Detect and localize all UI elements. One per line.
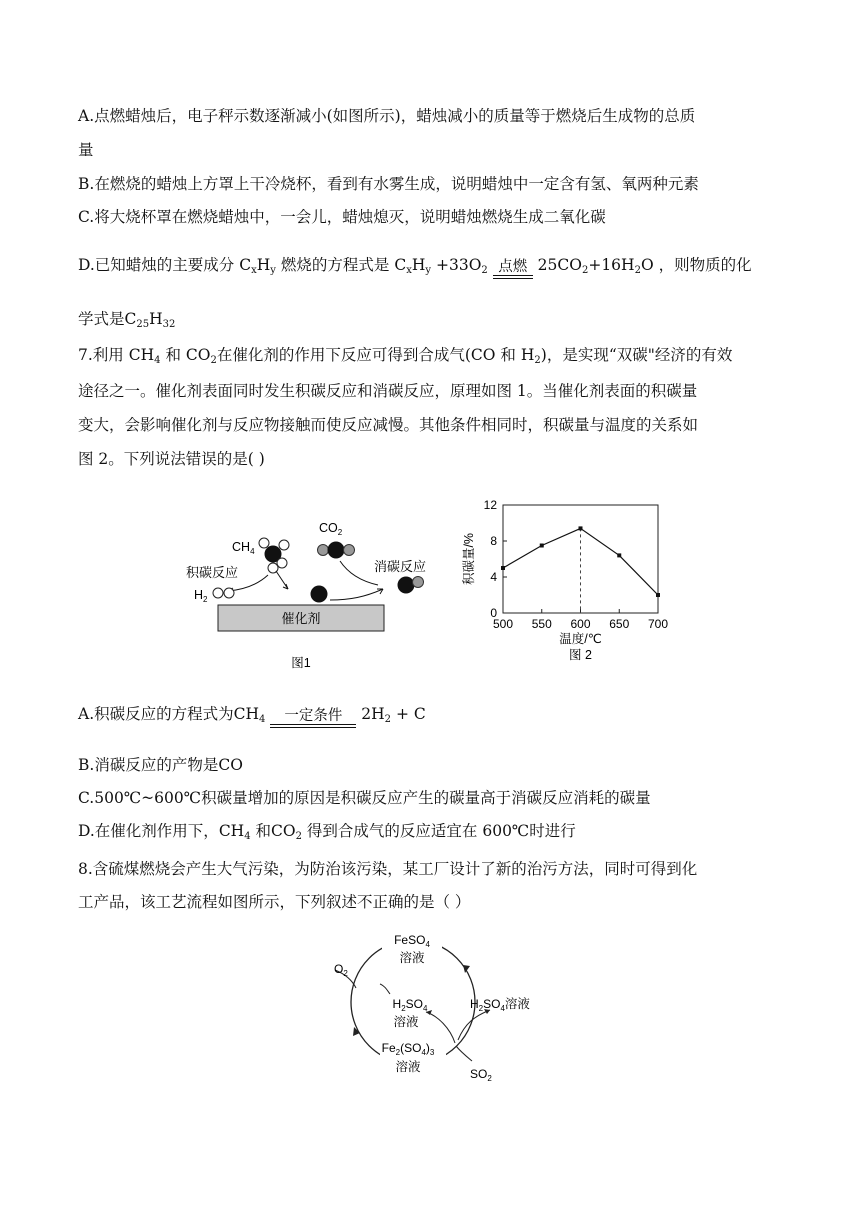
fe2so43-label: $Fe_2(SO_4)_3$ bbox=[381, 1041, 435, 1057]
q6-option-a-line1: A.点燃蜡烛后，电子秤示数逐渐减小(如图所示)，蜡烛减小的质量等于燃烧后生成物的总质 bbox=[78, 107, 696, 125]
q6-option-a-line2: 量 bbox=[78, 141, 94, 159]
feso4-label: FeSO$_4$ bbox=[394, 933, 430, 949]
formula-cxhy: $C_xH_y$ bbox=[239, 256, 276, 276]
carbon-atom-icon bbox=[311, 586, 328, 603]
figure-3-process-cycle bbox=[320, 928, 560, 1088]
carbon-elimination-label: 消碳反应 bbox=[374, 559, 427, 574]
fe2so43-solution-label: 溶液 bbox=[395, 1060, 421, 1074]
h2so4-mid-label: $H_2SO_4$ bbox=[392, 997, 428, 1013]
co-molecule-icon bbox=[398, 577, 424, 594]
carbon-deposition-label: 积碳反应 bbox=[186, 565, 239, 580]
x-tick-label: 550 bbox=[531, 617, 552, 631]
q7-option-b: B.消碳反应的产物是CO bbox=[78, 756, 243, 774]
ch4-molecule-icon bbox=[259, 538, 289, 573]
q6-option-b: B.在燃烧的蜡烛上方罩上干冷烧杯，看到有水雾生成，说明蜡烛中一定含有氢、氧两种元素 bbox=[78, 175, 699, 193]
q7-option-a: A.积碳反应的方程式为$CH_4$ 一定条件 $2H_2 + C$ bbox=[78, 703, 426, 731]
q7-stem-line1: 7.利用 $CH_4$ 和 $CO_2$在催化剂的作用下反应可得到合成气(CO 和 $H_2$)，是实现“双碳"经济的有效 bbox=[78, 346, 733, 366]
q8-stem-line2: 工产品，该工艺流程如图所示，下列叙述不正确的是（ ） bbox=[78, 893, 471, 911]
figure-1-caption: 图1 bbox=[291, 656, 311, 670]
q8-stem-line1: 8.含硫煤燃烧会产生大气污染，为防治该污染，某工厂设计了新的治污方法，同时可得到化 bbox=[78, 860, 698, 878]
so2-inlet-arrow bbox=[456, 1046, 472, 1061]
q7-option-c: C.500℃~600℃积碳量增加的原因是积碳反应产生的碳量高于消碳反应消耗的碳量 bbox=[78, 789, 651, 807]
feso4-solution-label: 溶液 bbox=[399, 951, 425, 965]
arrow-co2-down bbox=[340, 561, 378, 585]
q7-stem-line4: 图 2。下列说法错误的是( ) bbox=[78, 450, 265, 468]
data-point bbox=[501, 566, 505, 570]
q7-stem-line2: 途径之一。催化剂表面同时发生积碳反应和消碳反应，原理如图 1。当催化剂表面的积碳量 bbox=[78, 382, 698, 400]
y-tick-label: 4 bbox=[490, 570, 497, 584]
catalyst-label: 催化剂 bbox=[281, 611, 321, 626]
arrow-h2so4-to-loop bbox=[380, 984, 390, 994]
arrow-to-co bbox=[330, 589, 383, 600]
data-point bbox=[579, 526, 583, 530]
y-axis-label: 积碳量/% bbox=[462, 532, 476, 586]
q6-option-d-line2: 学式是$C_{25}H_{32}$ bbox=[78, 310, 176, 330]
formula-cxhy-2: $C_xH_y$ bbox=[394, 256, 432, 276]
x-tick-label: 650 bbox=[609, 617, 630, 631]
data-point bbox=[656, 593, 660, 597]
q7-stem-line3: 变大，会影响催化剂与反应物接触而使反应减慢。其他条件相同时，积碳量与温度的关系如 bbox=[78, 416, 699, 434]
figure-2-chart bbox=[455, 495, 695, 670]
h2so4-out-label: $H_2SO_4$溶液 bbox=[470, 997, 530, 1013]
arrow-ch4-down bbox=[276, 571, 288, 589]
q6-option-d-line1: D.已知蜡烛的主要成分 $C_xH_y$ 燃烧的方程式是 $C_xH_y +33O_2$ 点燃 $25CO_2+16H_2O$ ，则物质的化 bbox=[78, 254, 752, 282]
y-tick-label: 8 bbox=[490, 534, 497, 548]
figure-1-catalyst-diagram bbox=[180, 515, 430, 675]
reaction-condition-certain: 一定条件 bbox=[270, 709, 356, 728]
figure-2-caption: 图 2 bbox=[569, 648, 592, 662]
reaction-condition-ignite: 点燃 bbox=[493, 260, 533, 279]
co2-label: $CO_2$ bbox=[319, 521, 343, 537]
co2-molecule-icon bbox=[318, 542, 355, 559]
x-axis-label: 温度/℃ bbox=[559, 632, 602, 646]
h2-label: $H_2$ bbox=[194, 588, 208, 604]
ch4-label: $CH_4$ bbox=[232, 540, 255, 556]
so2-label: $SO_2$ bbox=[470, 1067, 492, 1083]
q6-option-c: C.将大烧杯罩在燃烧蜡烛中，一会儿，蜡烛熄灭，说明蜡烛燃烧生成二氧化碳 bbox=[78, 208, 606, 226]
x-tick-label: 500 bbox=[492, 617, 514, 631]
y-tick-label: 12 bbox=[483, 498, 497, 512]
q7-option-d: D.在催化剂作用下，$CH_4$ 和$CO_2$ 得到合成气的反应适宜在 600℃时进行 bbox=[78, 822, 576, 842]
x-tick-label: 700 bbox=[647, 617, 669, 631]
data-point bbox=[540, 544, 544, 548]
h2so4-mid-solution-label: 溶液 bbox=[393, 1015, 419, 1029]
x-tick-label: 600 bbox=[570, 617, 591, 631]
o2-label: $O_2$ bbox=[334, 962, 348, 978]
h2-molecule-icon bbox=[213, 588, 234, 598]
data-point bbox=[617, 553, 621, 557]
y-tick-label: 0 bbox=[490, 606, 497, 620]
